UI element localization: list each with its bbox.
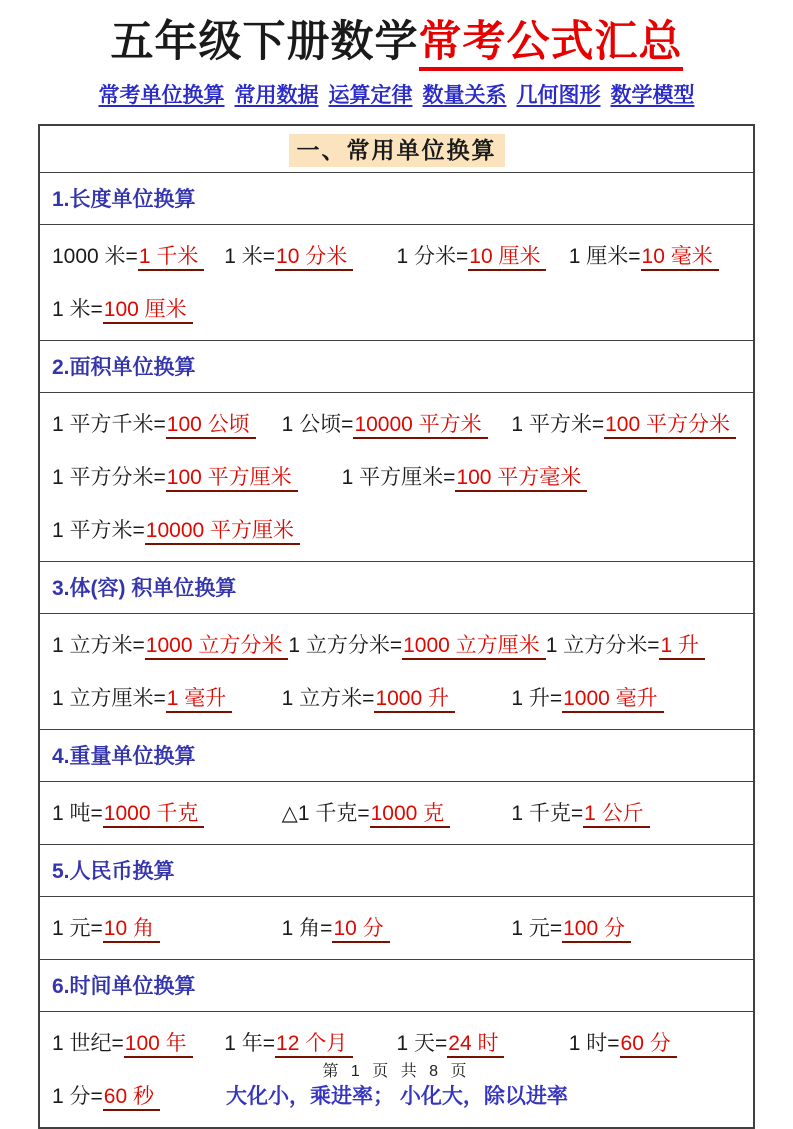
formula-left-side: 1 天= [396,1031,448,1055]
formula [52,797,282,827]
formula [569,1027,741,1057]
nav-link-1[interactable]: 常用数据 [234,83,319,107]
formula-line [52,229,741,282]
formula [511,682,741,712]
formula-left-side: 1 吨= [52,801,103,825]
formula [52,629,288,659]
formula-answer: 60 秒 [103,1085,160,1111]
formula-left-side: 1 立方米= [281,686,375,710]
formula [224,240,396,270]
formula [52,1027,224,1057]
section-content-row [40,782,753,845]
section-label-row: 1.长度单位换算 [40,173,753,225]
formula-answer: 100 平方毫米 [455,466,587,492]
formula [397,1027,569,1057]
formula-left-side: 1 立方米= [52,633,145,657]
formula-answer: 1000 千克 [103,802,205,828]
formula [282,408,512,438]
formula-answer: 100 公顷 [166,413,256,439]
formula-answer: 10 厘米 [468,245,546,271]
formula-answer: 60 分 [620,1032,677,1058]
formula-answer: 100 平方厘米 [166,466,298,492]
formula-answer: 1 千米 [138,245,205,271]
formula [52,1080,160,1110]
formula [546,629,741,659]
formula-left-side: 1000 米= [52,244,138,268]
formula-answer: 100 分 [562,917,631,943]
formula-answer: 1000 毫升 [562,687,664,713]
formula-left-side: 1 米= [224,244,276,268]
table-section-header [40,126,753,173]
formula-left-side: 1 立方分米= [288,633,403,657]
nav-link-0[interactable]: 常考单位换算 [98,83,225,107]
formula [52,408,282,438]
section-label-row: 4.重量单位换算 [40,730,753,782]
formula-answer: 1000 克 [370,802,451,828]
formula-answer: 10 分米 [275,245,353,271]
nav-links [38,79,755,109]
formula-left-side: 1 米= [52,297,103,321]
section-content-row [40,225,753,341]
nav-link-5[interactable]: 数学模型 [610,83,695,107]
formula [52,514,300,544]
formula [52,293,193,323]
formula [52,240,224,270]
formula [282,912,512,942]
formula [569,240,741,270]
section-label-row: 5.人民币换算 [40,845,753,897]
formula-answer: 10 分 [332,917,389,943]
formula-answer: 1 升 [659,634,705,660]
formula-line [52,282,741,335]
formula [224,1027,396,1057]
formula [511,408,741,438]
formula [511,797,741,827]
formula-answer: 100 年 [124,1032,193,1058]
formula-left-side: 1 平方米= [52,518,145,542]
formula [52,912,282,942]
formula-left-side: 1 公顷= [281,412,354,436]
page-title [38,16,755,70]
formula [282,797,512,827]
section-content-row [40,393,753,562]
formula-left-side: 1 分= [52,1084,103,1108]
formula [397,240,569,270]
formula-left-side: 1 立方厘米= [52,686,166,710]
conversion-rule-note: 大化小，乘进率； 小化大，除以进率 [225,1084,568,1108]
formula-line [52,671,741,724]
formula-left-side: 1 平方厘米= [341,465,456,489]
formula-left-side: 1 千克= [511,801,584,825]
formula-left-side: 1 立方分米= [545,633,660,657]
formula-line [52,503,741,556]
unit-conversion-table [38,124,755,1129]
nav-link-3[interactable]: 数量关系 [422,83,507,107]
formula-line [52,450,741,503]
formula-left-side: 1 升= [511,686,563,710]
formula-answer: 1000 立方厘米 [402,634,546,660]
formula-left-side: 1 平方分米= [52,465,166,489]
formula-answer: 10000 平方米 [353,413,487,439]
section-content-row [40,614,753,730]
formula-left-side: 1 时= [568,1031,620,1055]
page-title-black: 五年级下册数学 [110,19,419,66]
formula-left-side: 1 年= [224,1031,276,1055]
formula-answer: 10000 平方厘米 [145,519,300,545]
formula [342,461,588,491]
formula-line [52,901,741,954]
formula [282,682,512,712]
formula-left-side: 1 世纪= [52,1031,124,1055]
formula-answer: 12 个月 [275,1032,353,1058]
formula-answer: 1000 立方分米 [145,634,289,660]
formula [52,461,298,491]
formula [288,629,545,659]
formula-answer: 100 平方分米 [604,413,736,439]
formula-line [52,397,741,450]
formula-line [52,786,741,839]
section-label-row: 6.时间单位换算 [40,960,753,1012]
formula-answer: 1 公斤 [583,802,650,828]
formula-left-side: 1 平方千米= [52,412,166,436]
formula-line [52,618,741,671]
nav-link-2[interactable]: 运算定律 [328,83,413,107]
formula-left-side: 1 分米= [396,244,469,268]
formula-left-side: △1 千克= [281,801,370,825]
formula-answer: 10 角 [103,917,160,943]
section-header-highlight: 一、常用单位换算 [289,134,505,167]
page-title-red: 常考公式汇总 [419,19,683,71]
formula-left-side: 1 平方米= [511,412,605,436]
formula-answer: 10 毫米 [641,245,719,271]
formula [511,912,741,942]
formula-left-side: 1 元= [511,916,563,940]
formula-left-side: 1 角= [281,916,333,940]
formula-answer: 100 厘米 [103,298,193,324]
formula-left-side: 1 元= [52,916,103,940]
section-label-row: 3.体(容) 积单位换算 [40,562,753,614]
section-content-row [40,897,753,960]
formula-left-side: 1 厘米= [568,244,641,268]
formula-answer: 24 时 [447,1032,504,1058]
page-number: 第 1 页 共 8 页 [322,1063,471,1080]
nav-link-4[interactable]: 几何图形 [516,83,601,107]
formula [52,682,282,712]
section-label-row: 2.面积单位换算 [40,341,753,393]
formula-answer: 1 毫升 [166,687,233,713]
formula-answer: 1000 升 [374,687,455,713]
